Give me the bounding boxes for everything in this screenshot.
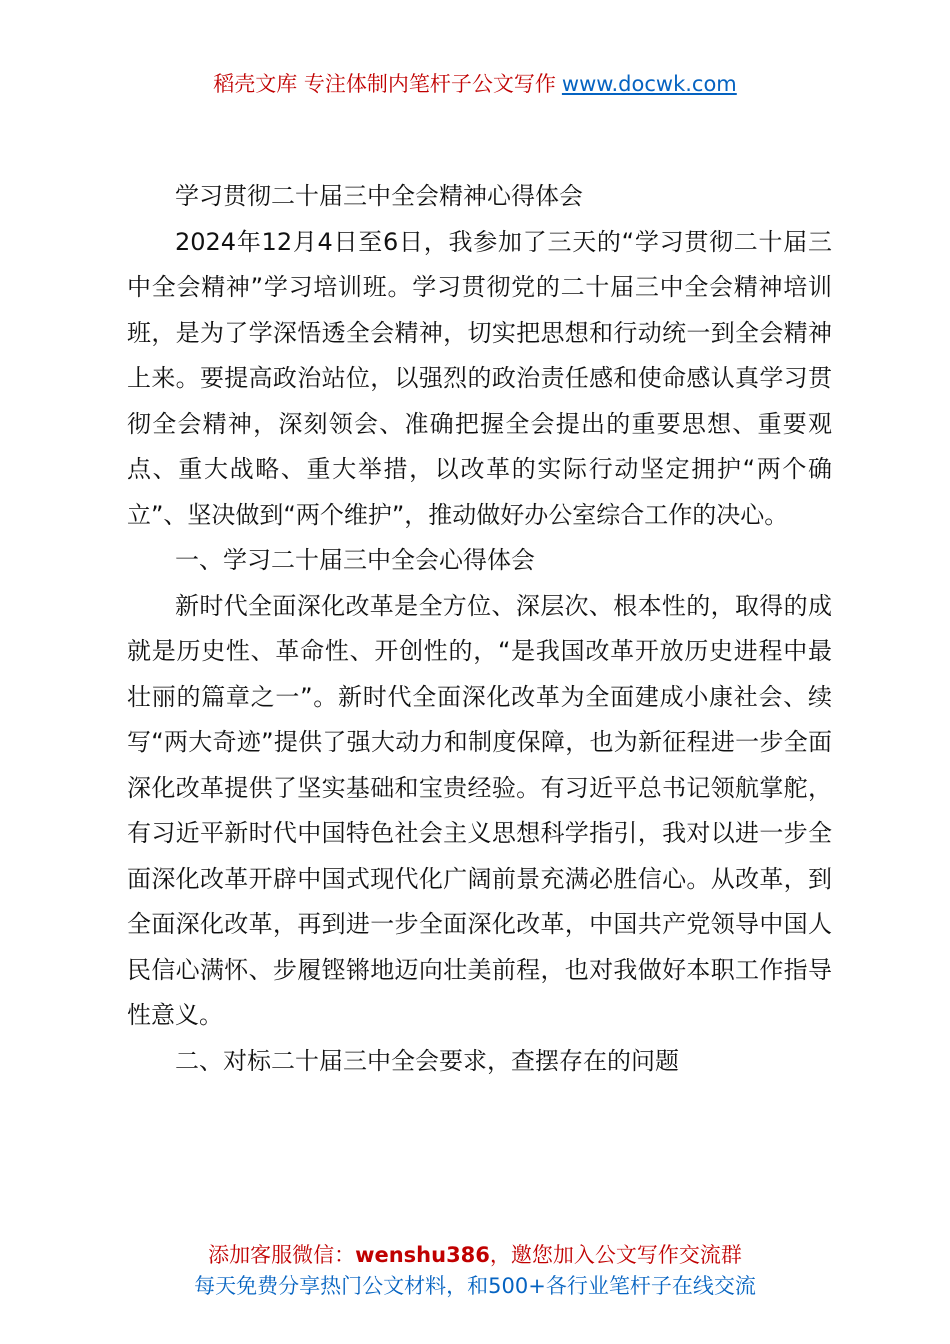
- footer-share-line: 每天免费分享热门公文材料，和500+各行业笔杆子在线交流: [194, 1274, 756, 1298]
- footer-wechat-line: [0, 1240, 950, 1271]
- paragraph-section-1: 新时代全面深化改革是全方位、深层次、根本性的，取得的成就是历史性、革命性、开创性的，“是我国改革开放历史进程中最壮丽的篇章之一”。新时代全面深化改革为全面建成小康社会、续写“两大奇迹”提供了强大动力和制度保障，也为新征程进一步全面深化改革提供了坚实基础和宝贵经验。有习近平总书记领航掌舵，有习近平新时代中国特色社会主义思想科学指引，我对以进一步全面深化改革开辟中国式现代化广阔前景充满必胜信心。从改革，到全面深化改革，再到进一步全面深化改革，中国共产党领导中国人民信心满怀、步履铿锵地迈向壮美前程，也对我做好本职工作指导性意义。: [127, 591, 832, 1029]
- footer-wechat-prefix: 添加客服微信：: [208, 1243, 356, 1267]
- document-title: 学习贯彻二十届三中全会精神心得体会: [175, 182, 583, 210]
- header-url-link[interactable]: www.docwk.com: [561, 72, 737, 96]
- section-heading-2: 二、对标二十届三中全会要求，查摆存在的问题: [175, 1046, 679, 1075]
- section-heading-1: 一、学习二十届三中全会心得体会: [175, 546, 535, 574]
- footer-wechat-id: wenshu386: [355, 1243, 490, 1267]
- page-footer: [0, 1240, 950, 1302]
- document-body: [127, 174, 832, 1084]
- header-brand: 稻壳文库 专注体制内笔杆子公文写作: [213, 72, 556, 96]
- footer-wechat-suffix: ，邀您加入公文写作交流群: [489, 1243, 742, 1267]
- paragraph-intro: 2024年12月4日至6日，我参加了三天的“学习贯彻二十届三中全会精神”学习培训班。学习贯彻党的二十届三中全会精神培训班，是为了学深悟透全会精神，切实把思想和行动统一到全会精神上来。要提高政治站位，以强烈的政治责任感和使命感认真学习贯彻全会精神，深刻领会、准确把握全会提出的重要思想、重要观点、重大战略、重大举措，以改革的实际行动坚定拥护“两个确立”、坚决做到“两个维护”，推动做好办公室综合工作的决心。: [127, 227, 832, 529]
- page-header: [0, 68, 950, 100]
